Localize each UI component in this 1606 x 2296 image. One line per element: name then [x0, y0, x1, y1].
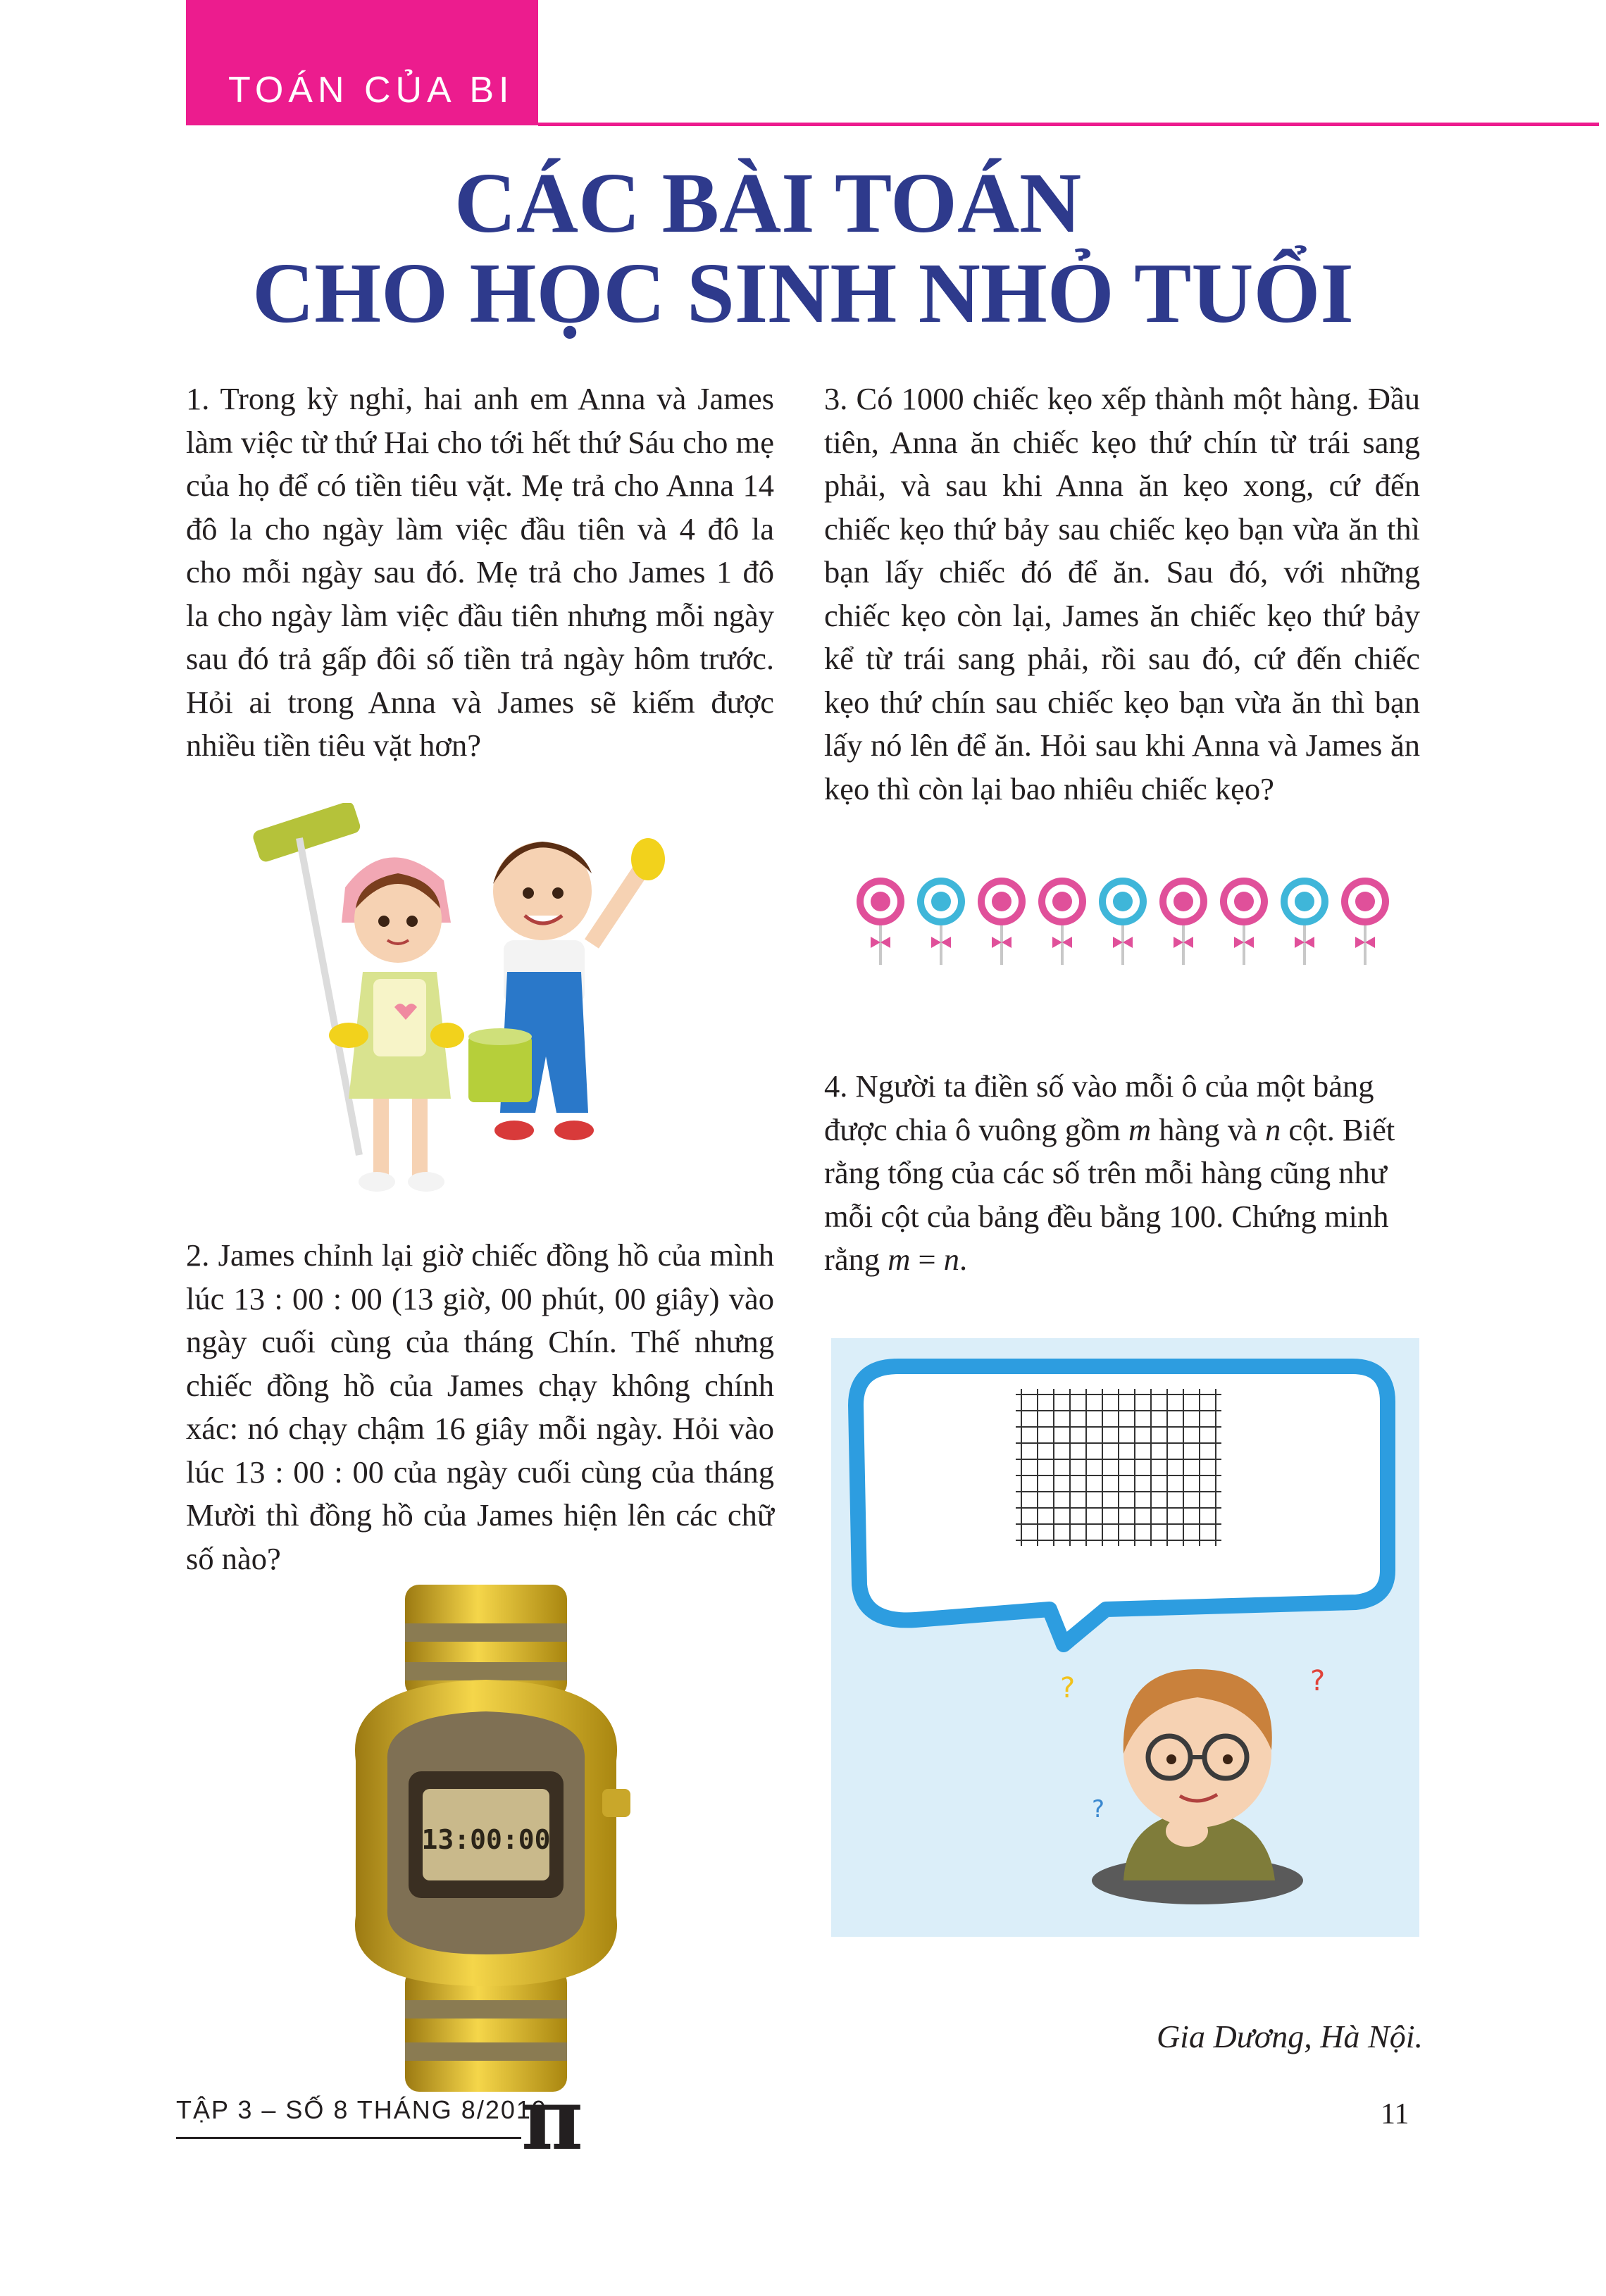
pi-logo: π — [521, 2070, 583, 2169]
watch-display: 13:00:00 — [421, 1824, 551, 1855]
wristwatch-illustration — [317, 1585, 655, 2092]
problem-4-end: . — [959, 1242, 968, 1277]
problem-4-text-2: hàng và — [1151, 1111, 1266, 1147]
svg-text:?: ? — [1310, 1665, 1326, 1697]
boy-thinking-grid-illustration — [831, 1338, 1419, 1937]
equals-sign: = — [910, 1242, 944, 1277]
variable-m: m — [1128, 1111, 1152, 1147]
header-rule — [538, 123, 1599, 126]
footer-rule — [176, 2137, 521, 2139]
girl-figure — [329, 857, 464, 1192]
problem-3 — [824, 378, 1420, 811]
children-cleaning-illustration — [225, 803, 718, 1211]
page-title-line-2: CHO HỌC SINH NHỎ TUỔI — [252, 246, 1354, 341]
variable-n: n — [1265, 1111, 1281, 1147]
problem-2-text: 2. James chỉnh lại giờ chiếc đồng hồ của mình lúc 13 : 00 : 00 (13 giờ, 00 phút, 00 giây) vào ngày cuối cùng của tháng Chín. Thế nhưng chiếc đồng hồ của James chạy không chính xác: nó chạy chậm 16 giây mỗi ngày. Hỏi vào lúc 13 : 00 : 00 của ngày cuối cùng của tháng Mười thì đồng hồ của James hiện lên các chữ số nào? — [186, 1237, 774, 1576]
variable-n-2: n — [943, 1242, 959, 1277]
problem-4-text-1: 4. Người ta điền số vào mỗi ô của một bảng được chia ô vuông gồm — [824, 1068, 1374, 1147]
page-title-line-1: CÁC BÀI TOÁN — [454, 156, 1082, 251]
variable-m-2: m — [888, 1242, 911, 1277]
lollipop-row-illustration — [852, 866, 1395, 972]
mop-icon — [251, 803, 362, 1155]
problem-4-text-3: cột. Biết rằng tổng của các số trên mỗi hàng cũng như mỗi cột của bảng đều bằng 100. Chứng minh rằng — [824, 1111, 1395, 1277]
page-number: 11 — [1381, 2098, 1409, 2130]
svg-text:?: ? — [1060, 1672, 1076, 1704]
section-tab — [186, 0, 538, 125]
boy-figure — [468, 838, 665, 1140]
issue-label: TẬP 3 – SỐ 8 THÁNG 8/2019 — [176, 2095, 547, 2124]
author-signature: Gia Dương, Hà Nội. — [1156, 2019, 1423, 2054]
problem-2 — [186, 1234, 774, 1580]
problem-1-text: 1. Trong kỳ nghỉ, hai anh em Anna và James làm việc từ thứ Hai cho tới hết thứ Sáu cho mẹ của họ để có tiền tiêu vặt. Mẹ trả cho Anna 14 đô la cho ngày làm việc đầu tiên và 4 đô la cho mỗi ngày sau đó. Mẹ trả cho James 1 đô la cho ngày làm việc đầu tiên nhưng mỗi ngày sau đó trả gấp đôi số tiền trả ngày hôm trước. Hỏi ai trong Anna và James sẽ kiếm được nhiều tiền tiêu vặt hơn? — [186, 381, 774, 763]
section-label: TOÁN CỦA BI — [228, 70, 514, 111]
speech-bubble — [856, 1366, 1388, 1645]
svg-text:?: ? — [1092, 1795, 1105, 1823]
problem-1 — [186, 378, 774, 768]
problem-4 — [824, 1065, 1420, 1282]
problem-3-text: 3. Có 1000 chiếc kẹo xếp thành một hàng. Đầu tiên, Anna ăn chiếc kẹo thứ chín từ trái sang phải, và sau khi Anna ăn kẹo xong, cứ đến chiếc kẹo thứ bảy sau chiếc kẹo bạn vừa ăn thì bạn lấy chiếc đó để ăn. Sau đó, với những chiếc kẹo còn lại, James ăn chiếc kẹo thứ bảy kể từ trái sang phải, rồi sau đó, cứ đến chiếc kẹo thứ chín sau chiếc kẹo bạn vừa ăn thì bạn lấy nó lên để ăn. Hỏi sau khi Anna và James ăn kẹo thì còn lại bao nhiêu chiếc kẹo? — [824, 381, 1420, 806]
